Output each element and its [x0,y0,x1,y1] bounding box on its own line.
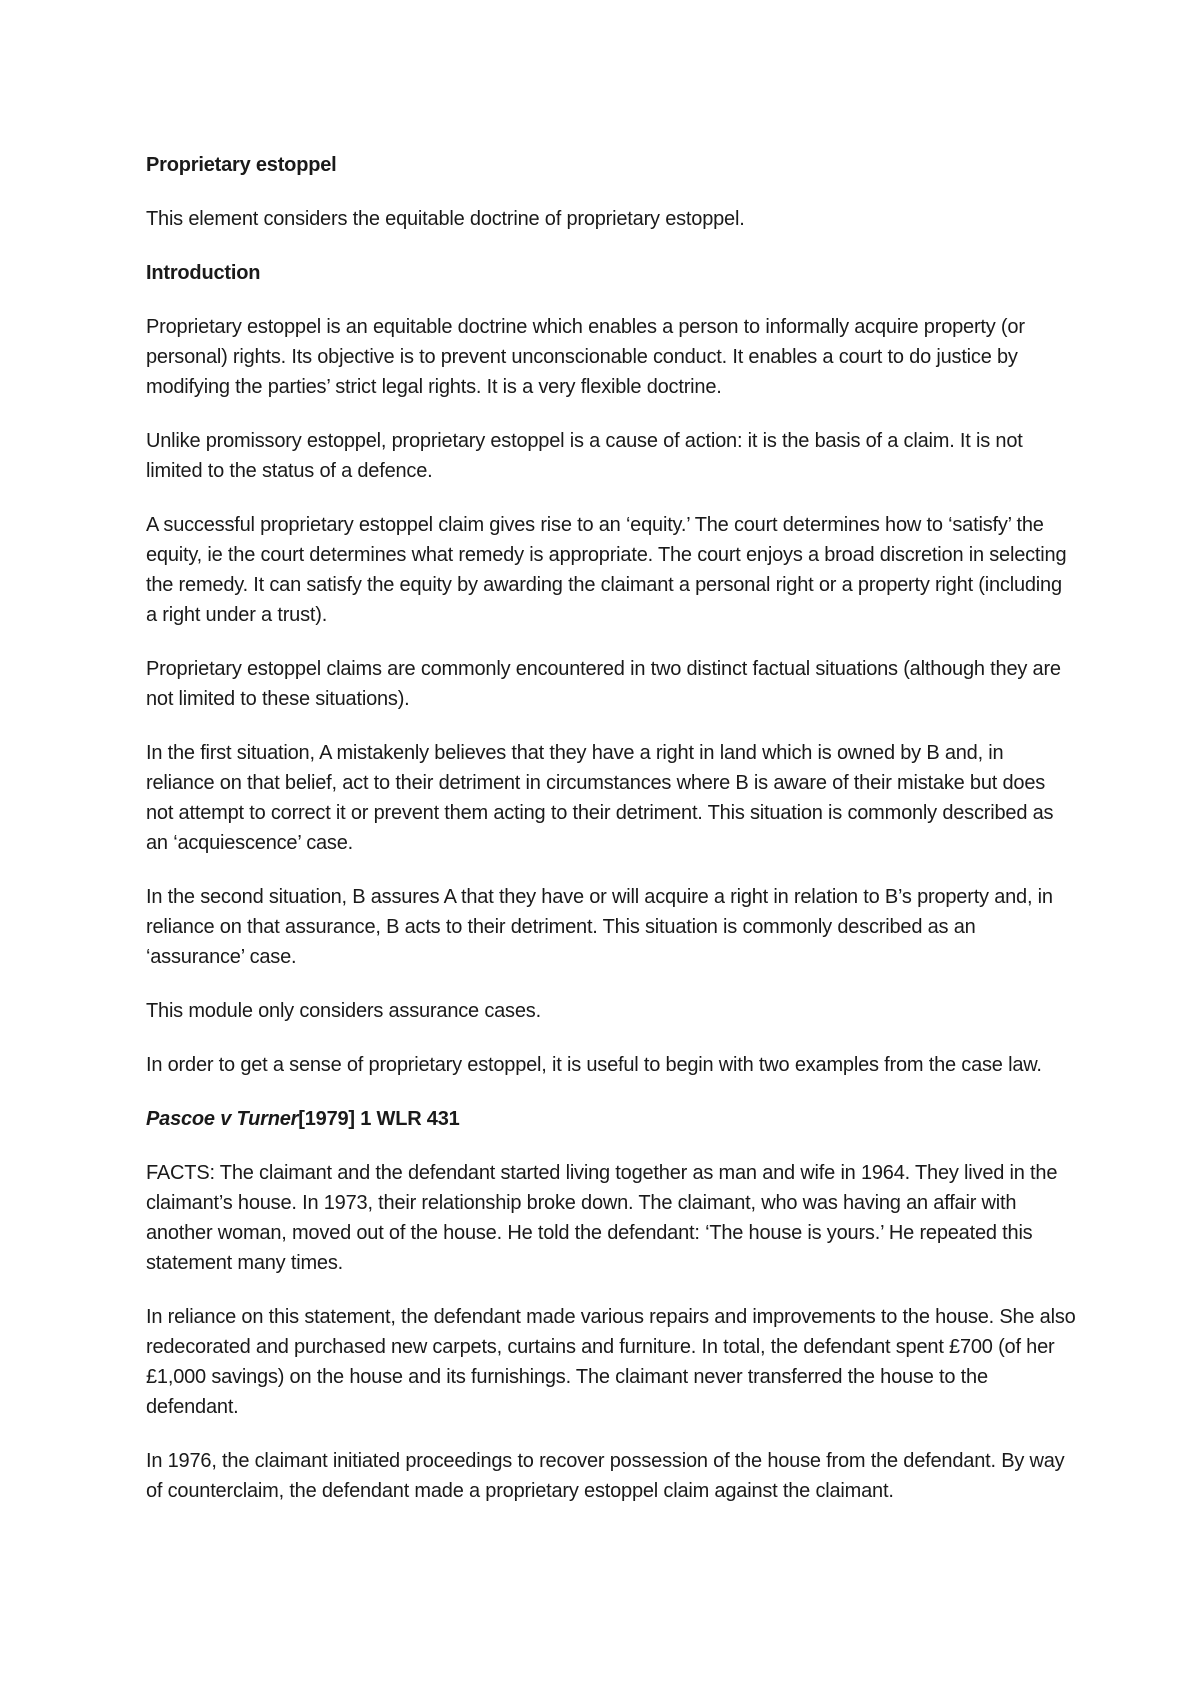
section-heading-introduction: Introduction [146,262,261,284]
case-citation: [1979] 1 WLR 431 [298,1108,460,1130]
case-paragraph: In reliance on this statement, the defendant made various repairs and improvements to the house. She also redecorated and purchased new carpets, curtains and furniture. In total, the defendant spent £700 (of her £1,000 savings) on the house and its furnishings. The claimant never transferred the house to the defendant. [146,1306,1076,1418]
paragraph: Unlike promissory estoppel, proprietary estoppel is a cause of action: it is the basis of a claim. It is not limited to the status of a defence. [146,430,1023,482]
document-body [146,150,1076,1530]
intro-line: This element considers the equitable doctrine of proprietary estoppel. [146,208,745,230]
case-paragraph: In 1976, the claimant initiated proceedings to recover possession of the house from the defendant. By way of counterclaim, the defendant made a proprietary estoppel claim against the claimant. [146,1450,1065,1502]
paragraph: In the first situation, A mistakenly believes that they have a right in land which is owned by B and, in reliance on that belief, act to their detriment in circumstances where B is aware of their mistake but does not attempt to correct it or prevent them acting to their detriment. This situation is commonly described as an ‘acquiescence’ case. [146,742,1054,854]
paragraph: A successful proprietary estoppel claim gives rise to an ‘equity.’ The court determines how to ‘satisfy’ the equity, ie the court determines what remedy is appropriate. The court enjoys a broad discretion in selecting the remedy. It can satisfy the equity by awarding the claimant a personal right or a property right (including a right under a trust). [146,514,1067,626]
paragraph: In the second situation, B assures A that they have or will acquire a right in relation to B’s property and, in reliance on that assurance, B acts to their detriment. This situation is commonly described as an ‘assurance’ case. [146,886,1053,968]
paragraph: In order to get a sense of proprietary estoppel, it is useful to begin with two examples from the case law. [146,1054,1042,1076]
paragraph: Proprietary estoppel is an equitable doctrine which enables a person to informally acquire property (or personal) rights. Its objective is to prevent unconscionable conduct. It enables a court to do justice by modifying the parties’ strict legal rights. It is a very flexible doctrine. [146,316,1025,398]
case-paragraph: FACTS: The claimant and the defendant started living together as man and wife in 1964. They lived in the claimant’s house. In 1973, their relationship broke down. The claimant, who was having an affair with another woman, moved out of the house. He told the defendant: ‘The house is yours.’ He repeated this statement many times. [146,1162,1058,1274]
case-heading [146,1104,1076,1134]
case-name: Pascoe v Turner [146,1108,299,1130]
document-title: Proprietary estoppel [146,154,337,176]
paragraph: This module only considers assurance cases. [146,1000,541,1022]
paragraph: Proprietary estoppel claims are commonly encountered in two distinct factual situations (although they are not limited to these situations). [146,658,1061,710]
